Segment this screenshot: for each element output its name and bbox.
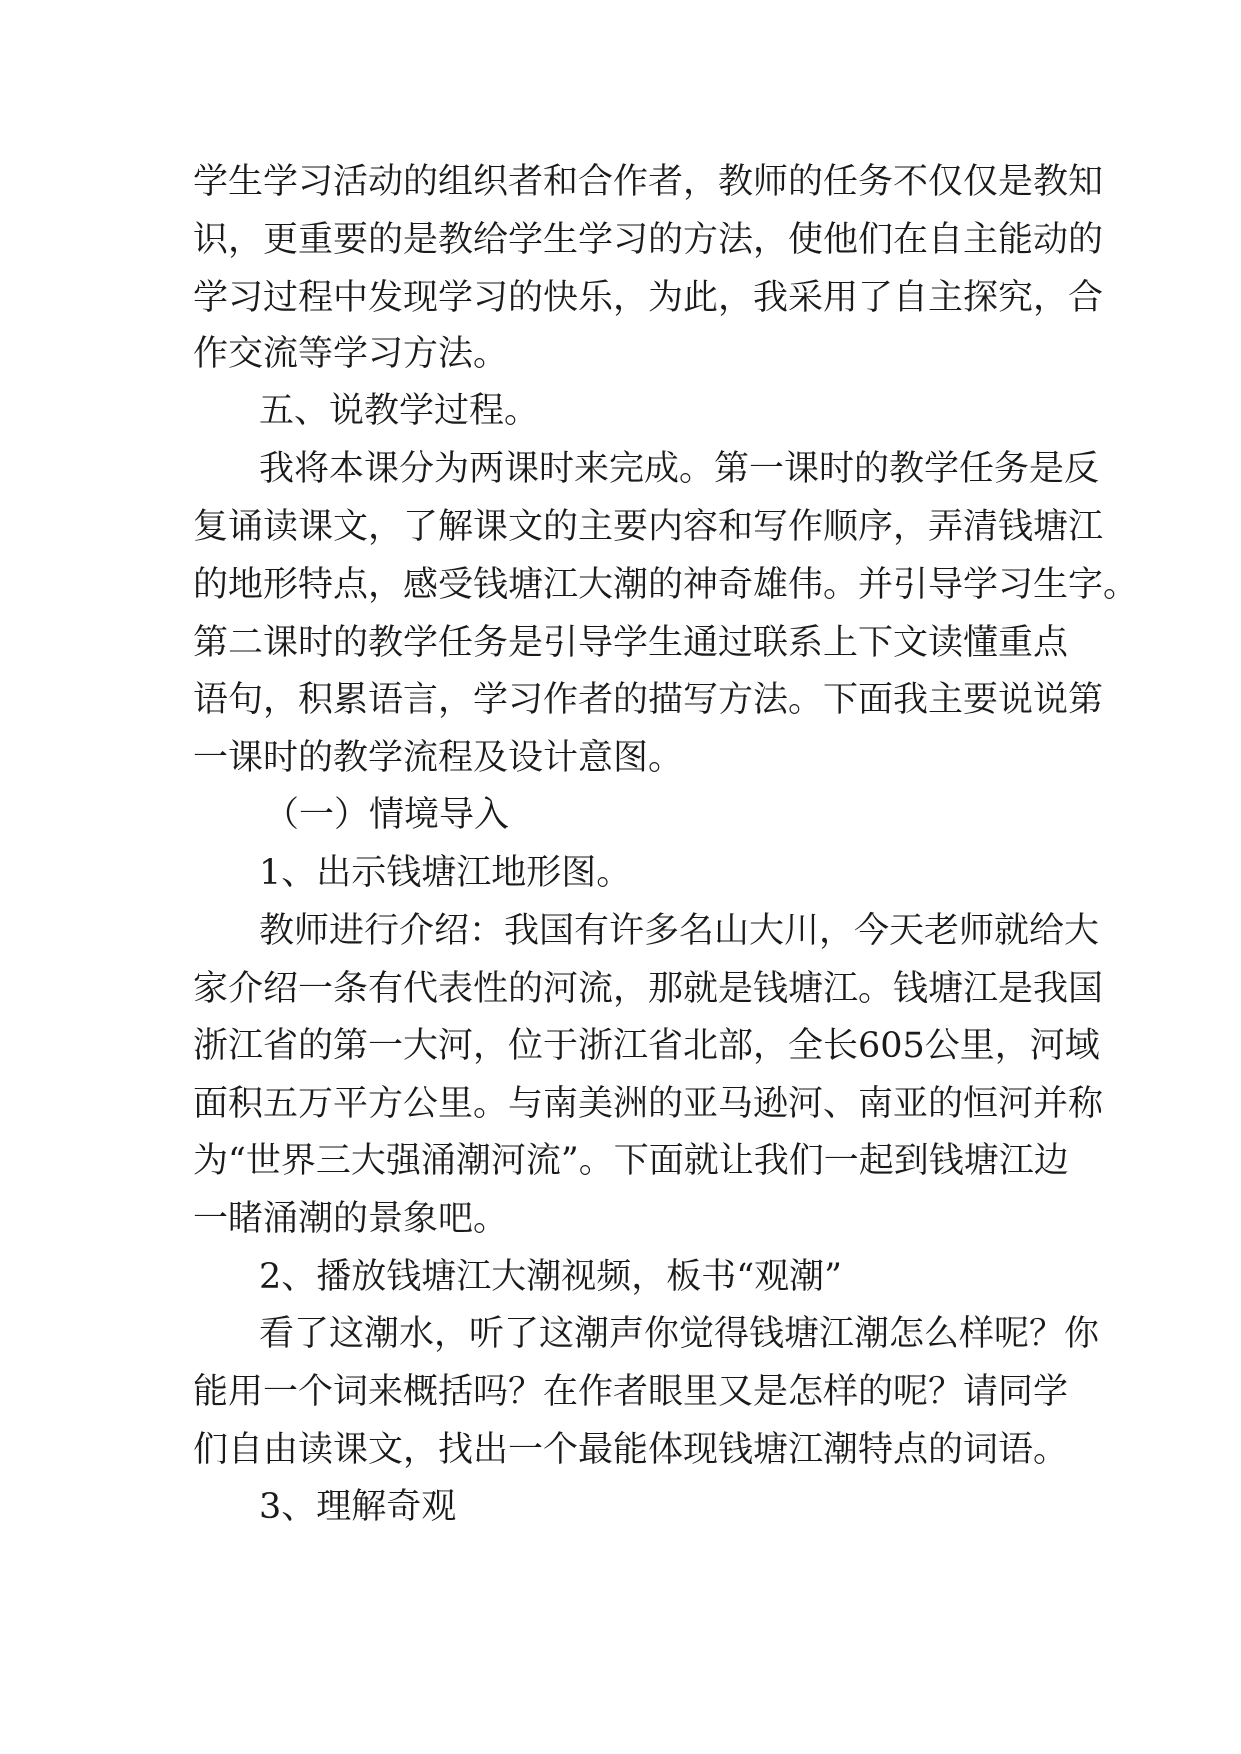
paragraph-line: 一课时的教学流程及设计意图。 [193,738,684,778]
paragraph-line: 识，更重要的是教给学生学习的方法，使他们在自主能动的 [193,220,1104,260]
paragraph-line: 能用一个词来概括吗？在作者眼里又是怎样的呢？请同学 [193,1372,1069,1412]
paragraph-line: 浙江省的第一大河，位于浙江省北部，全长605公里，河域 [193,1026,1100,1066]
paragraph-line: 家介绍一条有代表性的河流，那就是钱塘江。钱塘江是我国 [193,969,1104,1009]
paragraph-line: 第二课时的教学任务是引导学生通过联系上下文读懂重点 [193,623,1069,663]
paragraph-line: 作交流等学习方法。 [193,334,509,374]
paragraph-line: 复诵读课文，了解课文的主要内容和写作顺序，弄清钱塘江 [193,507,1104,547]
paragraph-line: 语句，积累语言，学习作者的描写方法。下面我主要说说第 [193,680,1104,720]
subsection-heading: （一）情境导入 [264,795,510,835]
paragraph-line: 一睹涌潮的景象吧。 [193,1199,509,1239]
paragraph-line: 学生学习活动的组织者和合作者，教师的任务不仅仅是教知 [193,162,1104,202]
paragraph-line: 看了这潮水，听了这潮声你觉得钱塘江潮怎么样呢？你 [259,1314,1100,1354]
paragraph-line: 学习过程中发现学习的快乐，为此，我采用了自主探究，合 [193,278,1104,318]
paragraph-line: 教师进行介绍：我国有许多名山大川，今天老师就给大 [259,911,1100,951]
paragraph-line: 们自由读课文，找出一个最能体现钱塘江潮特点的词语。 [193,1430,1069,1470]
paragraph-line: 我将本课分为两课时来完成。第一课时的教学任务是反 [259,449,1100,489]
paragraph-line: 的地形特点，感受钱塘江大潮的神奇雄伟。并引导学习生字。 [193,565,1139,605]
section-heading: 五、说教学过程。 [259,391,540,431]
list-item: 1、出示钱塘江地形图。 [259,853,632,893]
list-item: 3、理解奇观 [259,1487,457,1527]
paragraph-line: 面积五万平方公里。与南美洲的亚马逊河、南亚的恒河并称 [193,1084,1104,1124]
paragraph-line: 为“世界三大强涌潮河流”。下面就让我们一起到钱塘江边 [193,1141,1069,1181]
list-item: 2、播放钱塘江大潮视频，板书“观潮” [259,1257,843,1297]
